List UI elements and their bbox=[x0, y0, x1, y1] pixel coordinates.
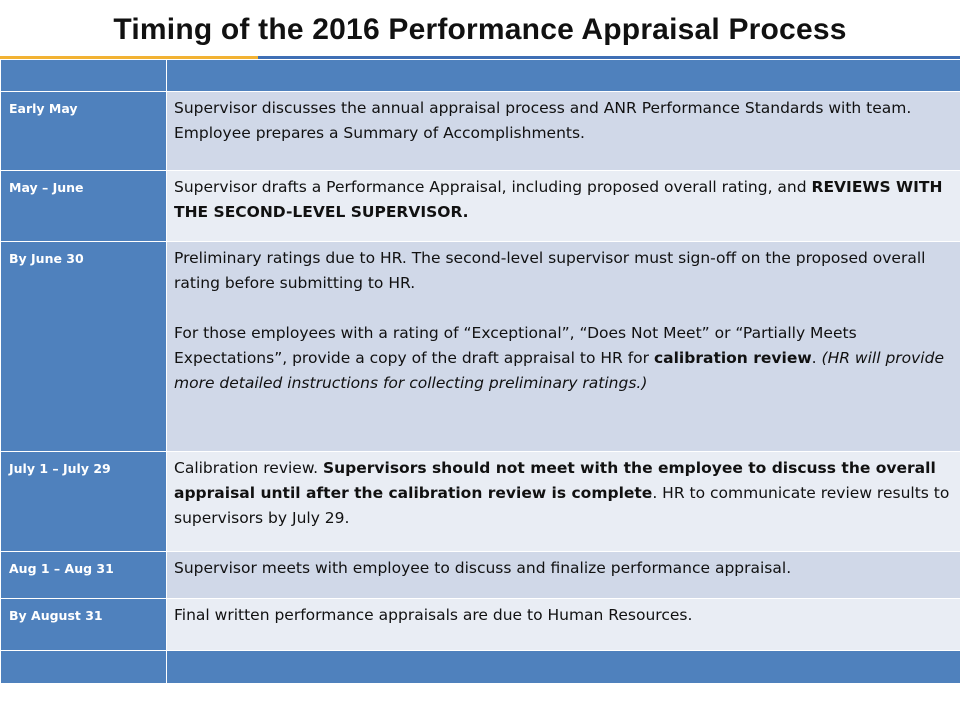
description-text: Final written performance appraisals are due to Human Resources. bbox=[174, 606, 693, 624]
description-text: Calibration review. bbox=[174, 459, 323, 477]
row-description bbox=[167, 599, 960, 651]
row-date: May – June bbox=[1, 171, 167, 242]
description-text: Supervisor meets with employee to discuss and finalize performance appraisal. bbox=[174, 559, 792, 577]
description-text: For those employees with a rating of “Exceptional”, “Does Not Meet” or “Partially Meets Expectations”, provide a copy of the draft appraisal to HR for bbox=[174, 324, 857, 367]
row-date: Aug 1 – Aug 31 bbox=[1, 552, 167, 599]
footer-cell-date bbox=[1, 651, 167, 684]
description-italic-note: (HR will provide more detailed instructions for collecting preliminary ratings.) bbox=[174, 349, 944, 392]
description-bold-text: Supervisors should not meet with the employee to discuss the overall appraisal until after the calibration review is complete bbox=[174, 459, 936, 502]
row-date: July 1 – July 29 bbox=[1, 452, 167, 552]
description-paragraph bbox=[174, 321, 956, 396]
row-description bbox=[167, 452, 960, 552]
row-date: Early May bbox=[1, 92, 167, 171]
footer-cell-description bbox=[167, 651, 960, 684]
header-cell-description bbox=[167, 60, 960, 92]
table-row bbox=[1, 92, 960, 171]
description-paragraph: Preliminary ratings due to HR. The second-level supervisor must sign-off on the proposed overall rating before submitting to HR. bbox=[174, 249, 926, 292]
description-text: Supervisor drafts a Performance Appraisal, including proposed overall rating, and bbox=[174, 178, 812, 196]
description-text: . bbox=[811, 349, 822, 367]
row-date: By August 31 bbox=[1, 599, 167, 651]
row-date: By June 30 bbox=[1, 242, 167, 452]
description-bold-text: calibration review bbox=[653, 349, 812, 367]
table-row bbox=[1, 599, 960, 651]
table-row bbox=[1, 452, 960, 552]
description-text: Supervisor discusses the annual appraisal process and ANR Performance Standards with team. Employee prepares a Summary of Accomplishments. bbox=[174, 99, 912, 142]
paragraph-spacer bbox=[174, 296, 956, 321]
row-description bbox=[167, 242, 960, 452]
table-header-row bbox=[1, 60, 960, 92]
table-row bbox=[1, 552, 960, 599]
row-description bbox=[167, 171, 960, 242]
header-cell-date bbox=[1, 60, 167, 92]
timeline-table bbox=[0, 59, 960, 684]
row-description bbox=[167, 92, 960, 171]
slide-title: Timing of the 2016 Performance Appraisal Process bbox=[113, 13, 847, 46]
table-row bbox=[1, 242, 960, 452]
table-footer-row bbox=[1, 651, 960, 684]
table-row bbox=[1, 171, 960, 242]
row-description bbox=[167, 552, 960, 599]
description-bold-text: REVIEWS WITH THE SECOND-LEVEL SUPERVISOR. bbox=[174, 178, 943, 221]
description-text: . HR to communicate review results to supervisors by July 29. bbox=[174, 484, 950, 527]
